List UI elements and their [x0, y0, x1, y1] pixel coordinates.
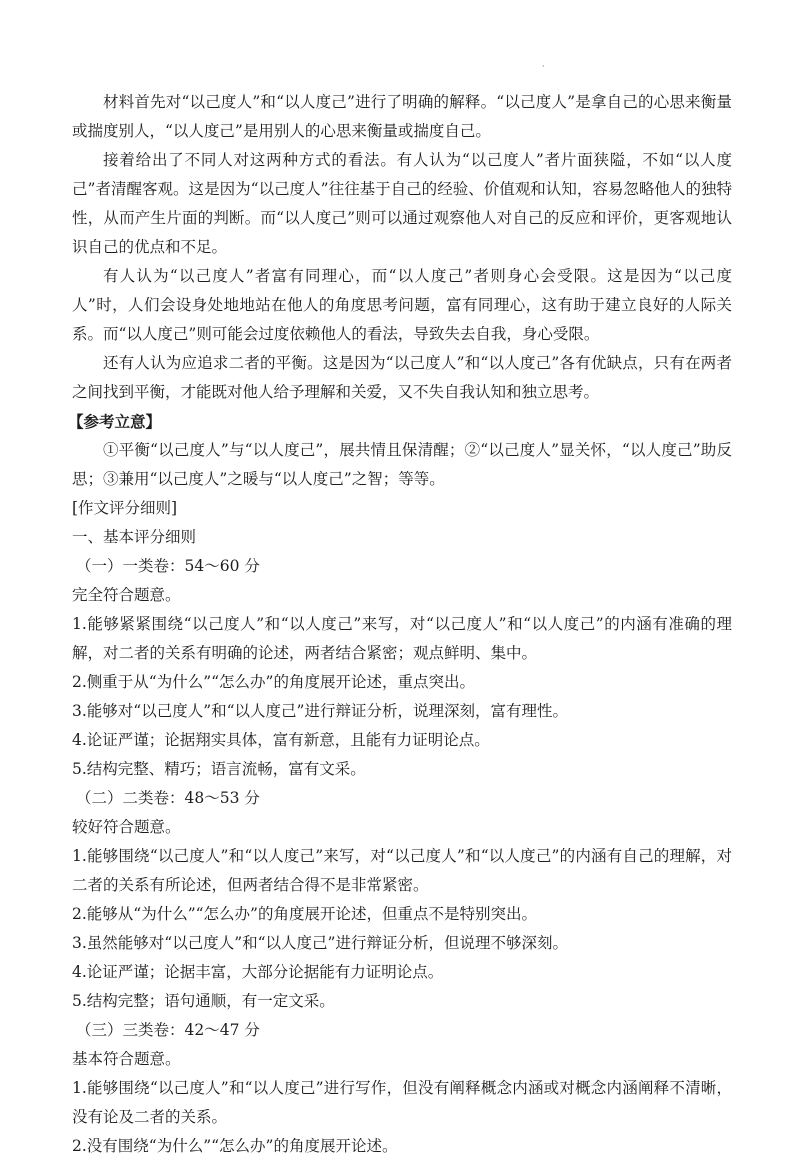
paragraph-4: 还有人认为应追求二者的平衡。这是因为“以己度人”和“以人度己”各有优缺点，只有在两者之间找到平衡，才能既对他人给予理解和关爱，又不失自我认知和独立思考。	[72, 354, 732, 401]
paragraph-3: 有人认为“以己度人”者富有同理心，而“以人度己”者则身心会受限。这是因为“以己度人”时，人们会设身处地地站在他人的角度思考问题，富有同理心，这有助于建立良好的人际关系。而“以人度己”则可能会过度依赖他人的看法，导致失去自我，身心受限。	[72, 267, 732, 343]
page-mark: ·	[542, 62, 545, 71]
grade-3-title: （三）三类卷：42～47 分	[76, 1021, 260, 1039]
paragraph-1: 材料首先对“以己度人”和“以人度己”进行了明确的解释。“以己度人”是拿自己的心思来衡量或揣度别人，“以人度己”是用别人的心思来衡量或揣度自己。	[72, 93, 732, 140]
grade-1-title: （一）一类卷：54～60 分	[76, 557, 260, 575]
section-title: 一、基本评分细则	[72, 528, 197, 546]
grade-2-item-3: 3.虽然能够对“以己度人”和“以人度己”进行辩证分析，但说理不够深刻。	[72, 934, 568, 952]
grade-2-item-2: 2.能够从“为什么”“怎么办”的角度展开论述，但重点不是特别突出。	[72, 905, 537, 923]
grade-2-summary: 较好符合题意。	[72, 818, 181, 836]
grade-3-summary: 基本符合题意。	[72, 1050, 181, 1068]
grade-1-item-2: 2.侧重于从“为什么”“怎么办”的角度展开论述，重点突出。	[72, 673, 475, 691]
grade-2-item-5: 5.结构完整；语句通顺，有一定文采。	[72, 992, 335, 1010]
paragraph-2: 接着给出了不同人对这两种方式的看法。有人认为“以己度人”者片面狭隘，不如“以人度己”者清醒客观。这是因为“以己度人”往往基于自己的经验、价值观和认知，容易忽略他人的独特性，从而产生片面的判断。而“以人度己”则可以通过观察他人对自己的反应和评价，更客观地认识自己的优点和不足。	[72, 151, 732, 256]
rubric-title: [作文评分细则]	[72, 499, 178, 517]
grade-2-item-1: 1.能够围绕“以己度人”和“以人度己”来写，对“以己度人”和“以人度己”的内涵有自己的理解，对二者的关系有所论述，但两者结合得不是非常紧密。	[72, 847, 732, 894]
reference-title: 【参考立意】	[68, 412, 162, 431]
document-body	[68, 88, 732, 1161]
grade-1-summary: 完全符合题意。	[72, 586, 181, 604]
grade-3-item-1: 1.能够围绕“以己度人”和“以人度己”进行写作，但没有阐释概念内涵或对概念内涵阐释不清晰，没有论及二者的关系。	[72, 1079, 732, 1126]
grade-2-item-4: 4.论证严谨；论据丰富，大部分论据能有力证明论点。	[72, 963, 444, 981]
grade-1-item-3: 3.能够对“以己度人”和“以人度己”进行辩证分析，说理深刻，富有理性。	[72, 702, 568, 720]
grade-1-item-1: 1.能够紧紧围绕“以己度人”和“以人度己”来写，对“以己度人”和“以人度己”的内涵有准确的理解，对二者的关系有明确的论述，两者结合紧密；观点鲜明、集中。	[72, 615, 732, 662]
grade-1-item-4: 4.论证严谨；论据翔实具体，富有新意，且能有力证明论点。	[72, 731, 490, 749]
reference-text: ①平衡“以己度人”与“以人度己”，展共情且保清醒；②“以己度人”显关怀，“以人度己”助反思；③兼用“以己度人”之暖与“以人度己”之智；等等。	[72, 441, 732, 488]
grade-2-title: （二）二类卷：48～53 分	[76, 789, 260, 807]
grade-1-item-5: 5.结构完整、精巧；语言流畅，富有文采。	[72, 760, 366, 778]
grade-3-item-2: 2.没有围绕“为什么”“怎么办”的角度展开论述。	[72, 1137, 398, 1155]
